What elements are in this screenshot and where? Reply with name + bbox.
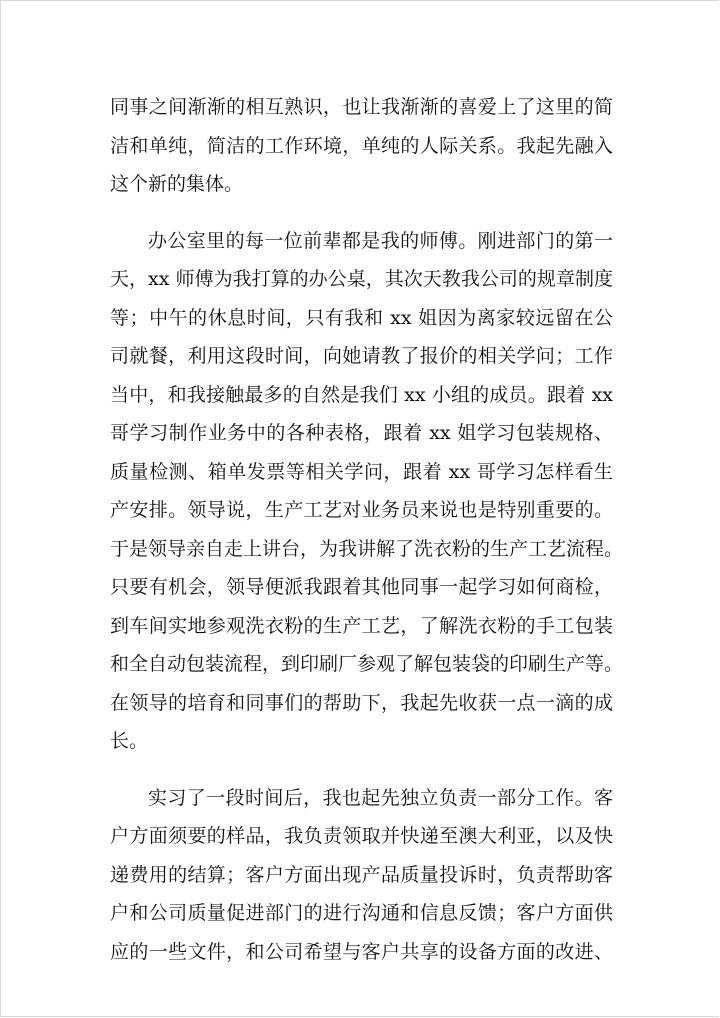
text-line: 天，xx 师傅为我打算的办公桌，其次天教我公司的规章制度 xyxy=(110,268,613,290)
text-line: 户和公司质量促进部门的进行沟通和信息反馈；客户方面供 xyxy=(110,902,613,924)
text-line: 和全自动包装流程，到印刷厂参观了解包装袋的印刷生产等。 xyxy=(110,653,624,675)
text-line: 当中，和我接触最多的自然是我们 xx 小组的成员。跟着 xx xyxy=(110,383,613,406)
text-line: 实习了一段时间后，我也起先独立负责一部分工作。客 xyxy=(148,786,613,809)
text-line: 在领导的培育和同事们的帮助下，我起先收获一点一滴的成 xyxy=(110,691,613,714)
text-line: 只要有机会，领导便派我跟着其他同事一起学习如何商检， xyxy=(110,576,613,598)
text-line: 产安排。领导说，生产工艺对业务员来说也是特别重要的。 xyxy=(110,499,613,521)
text-line: 司就餐，利用这段时间，向她请教了报价的相关学问；工作 xyxy=(110,345,613,367)
paragraph-2 xyxy=(110,222,624,761)
text-line: 这个新的集体。 xyxy=(110,173,244,195)
text-line: 于是领导亲自走上讲台，为我讲解了洗衣粉的生产工艺流程。 xyxy=(110,537,624,560)
text-line: 应的一些文件，和公司希望与客户共享的设备方面的改进、 xyxy=(110,940,613,963)
paragraph-1 xyxy=(110,88,613,204)
paragraph-3 xyxy=(110,779,613,972)
text-line: 哥学习制作业务中的各种表格，跟着 xx 姐学习包装规格、 xyxy=(110,422,613,444)
text-line: 长。 xyxy=(110,730,149,752)
text-line: 户方面须要的样品，我负责领取并快递至澳大利亚，以及快 xyxy=(110,825,613,847)
text-line: 同事之间渐渐的相互熟识，也让我渐渐的喜爱上了这里的简 xyxy=(110,96,613,118)
text-line: 质量检测、箱单发票等相关学问，跟着 xx 哥学习怎样看生 xyxy=(110,460,613,483)
text-line: 洁和单纯，简洁的工作环境，单纯的人际关系。我起先融入 xyxy=(110,134,613,157)
text-line: 办公室里的每一位前辈都是我的师傅。刚进部门的第一 xyxy=(148,229,613,252)
text-line: 等；中午的休息时间，只有我和 xx 姐因为离家较远留在公 xyxy=(110,306,613,329)
document-body xyxy=(110,88,624,971)
text-line: 到车间实地参观洗衣粉的生产工艺，了解洗衣粉的手工包装 xyxy=(110,614,613,637)
text-line: 递费用的结算；客户方面出现产品质量投诉时，负责帮助客 xyxy=(110,863,613,886)
